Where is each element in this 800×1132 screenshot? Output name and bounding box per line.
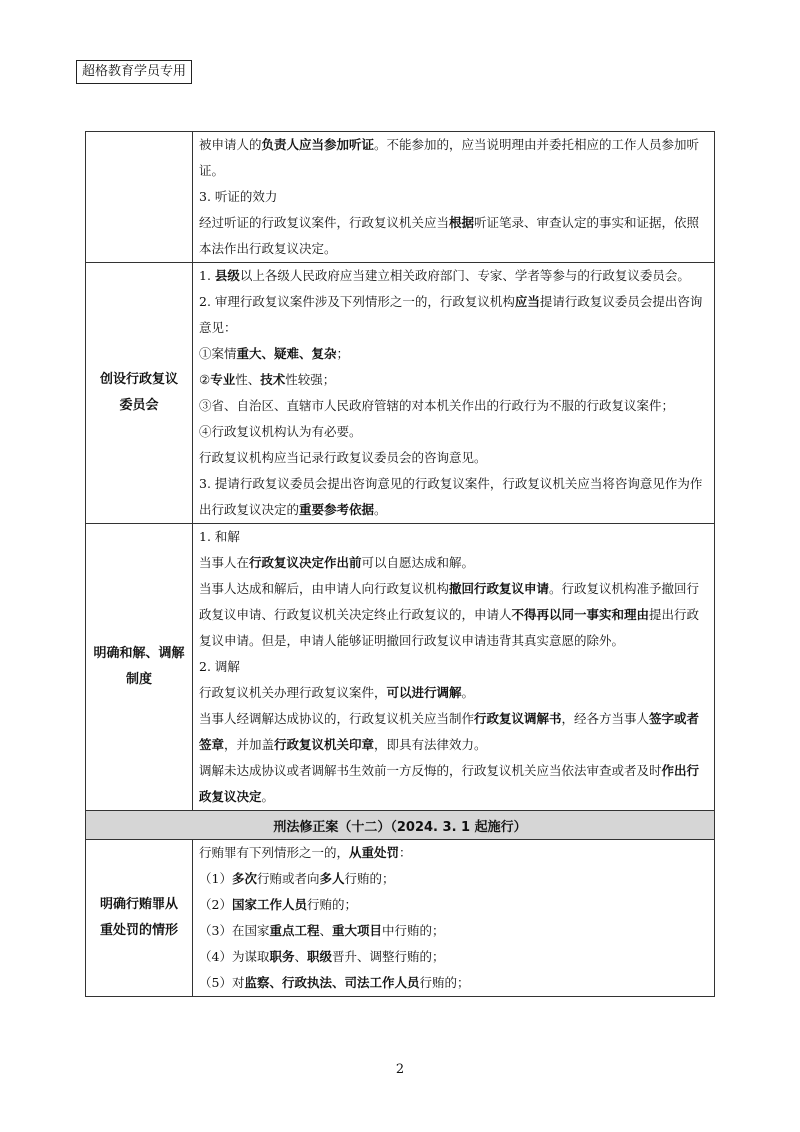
table-row <box>86 132 715 263</box>
emphasis-text: 多人 <box>319 871 345 886</box>
paragraph <box>199 419 708 445</box>
paragraph <box>199 840 708 866</box>
text-run: 行政复议机关办理行政复议案件， <box>199 685 387 700</box>
text-run: 可以自愿达成和解。 <box>361 555 475 570</box>
paragraph <box>199 892 708 918</box>
text-run: 性、 <box>235 372 261 387</box>
table-row <box>86 840 715 997</box>
emphasis-text: 从重处罚 <box>349 845 400 860</box>
text-run: ② <box>199 372 211 387</box>
row-label-empty <box>86 132 193 263</box>
text-run: 2. 调解 <box>199 659 240 674</box>
emphasis-text: 根据 <box>449 215 475 230</box>
text-run: 中行贿的； <box>382 923 445 938</box>
section-title: 刑法修正案（十二）（2024. 3. 1 起施行） <box>86 811 715 840</box>
paragraph <box>199 132 708 184</box>
text-run: ③省、自治区、直辖市人民政府管辖的对本机关作出的行政行为不服的行政复议案件； <box>199 398 675 413</box>
text-run: 被申请人的 <box>199 137 262 152</box>
paragraph <box>199 758 708 810</box>
text-run: 。 <box>261 789 275 804</box>
row-content <box>193 840 715 997</box>
text-run: ： <box>399 845 412 860</box>
row-label-line: 委员会 <box>119 398 159 413</box>
row-label <box>86 524 193 811</box>
paragraph <box>199 367 708 393</box>
emphasis-text: 技术 <box>260 372 286 387</box>
paragraph <box>199 550 708 576</box>
emphasis-text: 重大、疑难、复杂 <box>236 346 337 361</box>
paragraph <box>199 970 708 996</box>
table-row <box>86 263 715 524</box>
emphasis-text: 行政复议调解书 <box>474 711 562 726</box>
text-run: （4）为谋取 <box>199 949 270 964</box>
emphasis-text: 可以进行调解 <box>386 685 462 700</box>
section-header-row <box>86 811 715 840</box>
paragraph <box>199 866 708 892</box>
text-run: （3）在国家 <box>199 923 270 938</box>
text-run: 1. 和解 <box>199 529 240 544</box>
paragraph <box>199 289 708 341</box>
text-run: 。 <box>461 685 475 700</box>
paragraph <box>199 680 708 706</box>
row-label-line: 创设行政复议 <box>99 372 178 387</box>
text-run: ，经各方当事人 <box>561 711 650 726</box>
emphasis-text: 监察、行政执法、司法工作人员 <box>244 975 420 990</box>
paragraph <box>199 263 708 289</box>
page-number: 2 <box>395 1062 405 1077</box>
text-run: 。不能参加的，应当说明理由并委托相应的工作人员参加听证。 <box>199 137 700 178</box>
emphasis-text: 重点工程 <box>269 923 320 938</box>
paragraph <box>199 471 708 523</box>
text-run: 行贿的； <box>306 897 357 912</box>
emphasis-text: 行政复议决定作出前 <box>249 555 362 570</box>
paragraph <box>199 210 708 262</box>
text-run: 以上各级人民政府应当建立相关政府部门、专家、学者等参与的行政复议委员会。 <box>239 268 690 283</box>
emphasis-text: 不得再以同一事实和理由 <box>511 607 650 622</box>
text-run: 3. 提请行政复议委员会提出咨询意见的行政复议案件，行政复议机关应当将咨询意见作为作出行政复议决定的 <box>199 476 703 517</box>
emphasis-text: 多次 <box>231 871 257 886</box>
paragraph <box>199 706 708 758</box>
row-label-line: 明确和解、调解 <box>93 646 185 661</box>
text-run: 当事人达成和解后，由申请人向行政复议机构 <box>199 581 450 596</box>
emphasis-text: 专业 <box>210 372 236 387</box>
row-content <box>193 524 715 811</box>
text-run: 晋升、调整行贿的； <box>332 949 445 964</box>
emphasis-text: 县级 <box>214 268 240 283</box>
emphasis-text: 签字或者签章 <box>199 711 700 752</box>
emphasis-text: 撤回行政复议申请 <box>449 581 550 596</box>
text-run: 行贿的； <box>344 871 395 886</box>
text-run: ，并加盖 <box>224 737 275 752</box>
emphasis-text: 行政复议机关印章 <box>274 737 375 752</box>
text-run: 性较强； <box>285 372 336 387</box>
text-run: 、 <box>294 949 307 964</box>
row-label <box>86 840 193 997</box>
text-run: 。行政复议机构准予撤回行政复议申请、行政复议机关决定终止行政复议的，申请人 <box>199 581 700 622</box>
emphasis-text: 国家工作人员 <box>231 897 307 912</box>
row-content <box>193 132 715 263</box>
table-row <box>86 524 715 811</box>
text-run: 提出行政复议申请。但是，申请人能够证明撤回行政复议申请违背其真实意愿的除外。 <box>199 607 700 648</box>
paragraph <box>199 524 708 550</box>
emphasis-text: 重要参考依据 <box>299 502 375 517</box>
emphasis-text: 应当 <box>514 294 540 309</box>
emphasis-text: 职级 <box>306 949 332 964</box>
text-run: 行贿罪有下列情形之一的， <box>199 845 350 860</box>
paragraph <box>199 341 708 367</box>
text-run: 行贿或者向 <box>256 871 320 886</box>
emphasis-text: 职务 <box>269 949 295 964</box>
text-run: 当事人经调解达成协议的，行政复议机关应当制作 <box>199 711 475 726</box>
text-run: 经过听证的行政复议案件，行政复议机关应当 <box>199 215 450 230</box>
text-run: （1） <box>199 871 232 886</box>
text-run: ①案情 <box>199 346 237 361</box>
emphasis-text: 负责人应当参加听证 <box>261 137 375 152</box>
paragraph <box>199 393 708 419</box>
text-run: （2） <box>199 897 232 912</box>
row-label-line: 重处罚的情形 <box>99 923 178 938</box>
text-run: 3. 听证的效力 <box>199 189 278 204</box>
row-content <box>193 263 715 524</box>
text-run: 行政复议机构应当记录行政复议委员会的咨询意见。 <box>199 450 487 465</box>
text-run: 听证笔录、审查认定的事实和证据，依照本法作出行政复议决定。 <box>199 215 700 256</box>
text-run: 行贿的； <box>419 975 470 990</box>
text-run: 2. 审理行政复议案件涉及下列情形之一的，行政复议机构 <box>199 294 515 309</box>
text-run: 当事人在 <box>199 555 250 570</box>
text-run: （5）对 <box>199 975 245 990</box>
paragraph <box>199 184 708 210</box>
header-stamp: 超格教育学员专用 <box>76 60 192 84</box>
text-run: 调解未达成协议或者调解书生效前一方反悔的，行政复议机关应当依法审查或者及时 <box>199 763 662 778</box>
row-label-line: 明确行贿罪从 <box>99 897 178 912</box>
paragraph <box>199 918 708 944</box>
paragraph <box>199 445 708 471</box>
text-run: 提请行政复议委员会提出咨询意见： <box>199 294 703 335</box>
paragraph <box>199 654 708 680</box>
emphasis-text: 重大项目 <box>331 923 382 938</box>
paragraph <box>199 944 708 970</box>
text-run: 。 <box>374 502 387 517</box>
emphasis-text: 作出行政复议决定 <box>199 763 700 804</box>
provisions-table <box>85 131 715 997</box>
paragraph <box>199 576 708 654</box>
row-label <box>86 263 193 524</box>
row-label-line: 制度 <box>125 672 152 687</box>
text-run: ； <box>336 346 350 361</box>
text-run: ④行政复议机构认为有必要。 <box>199 424 362 439</box>
text-run: 、 <box>319 923 332 938</box>
text-run: ，即具有法律效力。 <box>374 737 487 752</box>
text-run: 1. <box>199 268 215 283</box>
